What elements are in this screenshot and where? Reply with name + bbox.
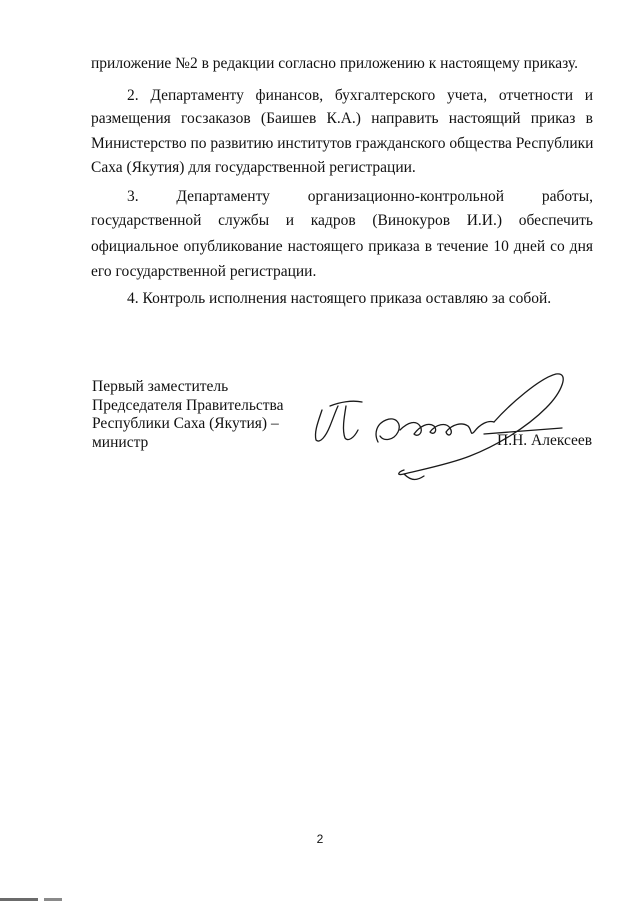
signatory-position	[92, 378, 284, 452]
paragraph-line-5: Саха (Якутия) для государственной регистрации.	[91, 159, 416, 176]
paragraph-line-6: 3. Департаменту организационно-контрольной работы,	[127, 188, 593, 205]
paragraph-line-10: 4. Контроль исполнения настоящего приказа оставляю за собой.	[127, 290, 552, 307]
handwritten-signature	[300, 360, 570, 485]
signer-name: П.Н. Алексеев	[497, 432, 593, 449]
paragraph-line-2: 2. Департаменту финансов, бухгалтерского учета, отчетности и	[127, 87, 593, 104]
paragraph-line-8: официальное опубликование настоящего приказа в течение 10 дней со дня	[91, 238, 593, 255]
position-line-1: Первый заместитель	[92, 378, 229, 395]
page-number: 2	[316, 832, 324, 846]
paragraph-line-9: его государственной регистрации.	[91, 263, 317, 280]
paragraph-line-7: государственной службы и кадров (Винокуров И.И.) обеспечить	[91, 212, 593, 229]
paragraph-line-4: Министерство по развитию институтов гражданского общества Республики	[91, 135, 594, 152]
scan-edge-mark	[0, 896, 80, 904]
position-line-4: министр	[92, 433, 149, 451]
position-line-2: Председателя Правительства	[92, 396, 284, 414]
paragraph-line-1: приложение №2 в редакции согласно приложению к настоящему приказу.	[91, 55, 578, 72]
position-line-3: Республики Саха (Якутия) –	[92, 415, 279, 432]
paragraph-line-3: размещения госзаказов (Баишев К.А.) направить настоящий приказ в	[91, 110, 593, 127]
